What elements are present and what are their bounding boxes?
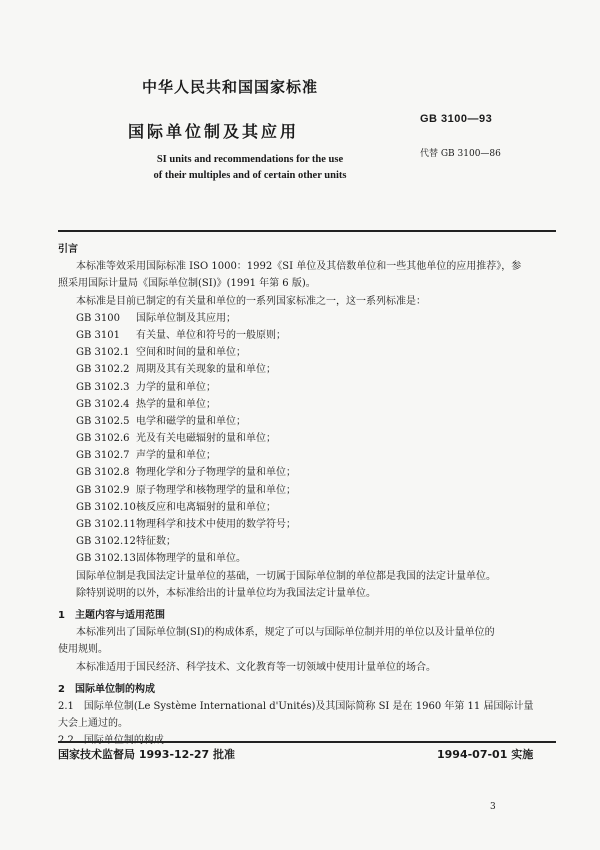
series-title: 物理科学和技术中使用的数学符号； — [136, 519, 296, 530]
series-item — [58, 430, 558, 447]
replaces-standard: 代替 GB 3100—86 — [420, 149, 501, 159]
section-1-paragraph-2: 本标准适用于国民经济、科学技术、文化教育等一切领域中使用计量单位的场合。 — [76, 661, 436, 673]
series-title: 原子物理学和核物理学的量和单位； — [136, 484, 296, 496]
series-title: 电学和磁学的量和单位； — [136, 415, 246, 427]
series-code: GB 3102.12 — [76, 536, 136, 548]
standard-number: GB 3100—93 — [420, 113, 493, 125]
series-code: GB 3102.2 — [76, 364, 130, 376]
page-number: 3 — [490, 802, 496, 812]
series-title: 物理化学和分子物理学的量和单位； — [136, 467, 296, 479]
section-1-paragraph-1-line-2: 使用规则。 — [58, 644, 108, 656]
series-code: GB 3100 — [76, 312, 120, 324]
series-code: GB 3102.5 — [76, 415, 130, 427]
document-body — [58, 241, 558, 749]
series-item — [58, 550, 558, 567]
series-item — [58, 413, 558, 430]
series-item — [58, 447, 558, 464]
series-code: GB 3102.6 — [76, 433, 130, 445]
series-item — [58, 499, 558, 516]
series-title: 力学的量和单位； — [136, 381, 216, 393]
series-code: GB 3102.4 — [76, 398, 130, 410]
footer-divider — [58, 741, 556, 743]
series-code: GB 3102.13 — [76, 553, 136, 565]
series-title: 核反应和电离辐射的量和单位； — [136, 501, 276, 513]
series-item — [58, 533, 558, 550]
national-standard-title: 中华人民共和国国家标准 — [142, 78, 319, 96]
series-code: GB 3102.9 — [76, 484, 130, 496]
series-code: GB 3102.11 — [76, 519, 136, 530]
series-item — [58, 482, 558, 499]
intro-paragraph-1-line-1: 本标准等效采用国际标准 ISO 1000：1992《SI 单位及其倍数单位和一些其他单位的应用推荐》，参 — [76, 261, 522, 273]
english-title-line-1: SI units and recommendations for the use — [156, 154, 344, 165]
section-1-paragraph-1-line-1: 本标准列出了国际单位制(SI)的构成体系，规定了可以与国际单位制并用的单位以及计量单位的 — [76, 627, 495, 639]
series-code: GB 3102.1 — [76, 347, 130, 359]
header-divider — [58, 230, 556, 232]
series-item — [58, 396, 558, 413]
series-code: GB 3102.3 — [76, 381, 130, 393]
english-title — [110, 152, 390, 184]
series-item — [58, 464, 558, 481]
approval-statement: 国家技术监督局 1993-12-27 批准 — [58, 748, 236, 761]
implementation-date: 1994-07-01 实施 — [437, 748, 534, 761]
section-2-1-line-1: 2.1 国际单位制(Le Système International d'Unités)及其国际简称 SI 是在 1960 年第 11 届国际计量 — [58, 700, 534, 712]
series-title: 周期及其有关现象的量和单位； — [136, 364, 276, 376]
intro-paragraph-4: 除特别说明的以外，本标准给出的计量单位均为我国法定计量单位。 — [76, 587, 376, 599]
intro-paragraph-3: 国际单位制是我国法定计量单位的基础，一切属于国际单位制的单位都是我国的法定计量单位。 — [76, 570, 496, 582]
intro-paragraph-1-line-2: 照采用国际计量局《国际单位制(SI)》(1991 年第 6 版)。 — [58, 278, 316, 290]
series-item — [58, 344, 558, 361]
section-1-heading: 1 主题内容与适用范围 — [58, 609, 165, 621]
series-code: GB 3101 — [76, 329, 120, 341]
series-title: 国际单位制及其应用； — [136, 312, 236, 324]
section-2-1-line-2: 大会上通过的。 — [58, 718, 128, 730]
series-code: GB 3102.8 — [76, 467, 130, 479]
series-item — [58, 379, 558, 396]
series-code: GB 3102.7 — [76, 450, 130, 462]
series-title: 声学的量和单位； — [136, 450, 216, 462]
series-title: 空间和时间的量和单位； — [136, 347, 246, 359]
series-title: 特征数； — [136, 536, 176, 548]
series-title: 有关量、单位和符号的一般原则； — [136, 329, 286, 341]
intro-heading: 引言 — [58, 244, 78, 255]
series-title: 固体物理学的量和单位。 — [136, 553, 246, 565]
series-title: 热学的量和单位； — [136, 398, 216, 410]
series-item — [58, 361, 558, 378]
english-title-line-2: of their multiples and of certain other units — [153, 170, 347, 181]
series-title: 光及有关电磁辐射的量和单位； — [136, 433, 276, 445]
series-item — [58, 516, 558, 533]
document-title: 国际单位制及其应用 — [128, 122, 300, 141]
series-item — [58, 310, 558, 327]
intro-paragraph-2: 本标准是目前已制定的有关量和单位的一系列国家标准之一，这一系列标准是： — [76, 295, 426, 307]
series-item — [58, 327, 558, 344]
series-code: GB 3102.10 — [76, 501, 136, 513]
section-2-heading: 2 国际单位制的构成 — [58, 683, 155, 695]
